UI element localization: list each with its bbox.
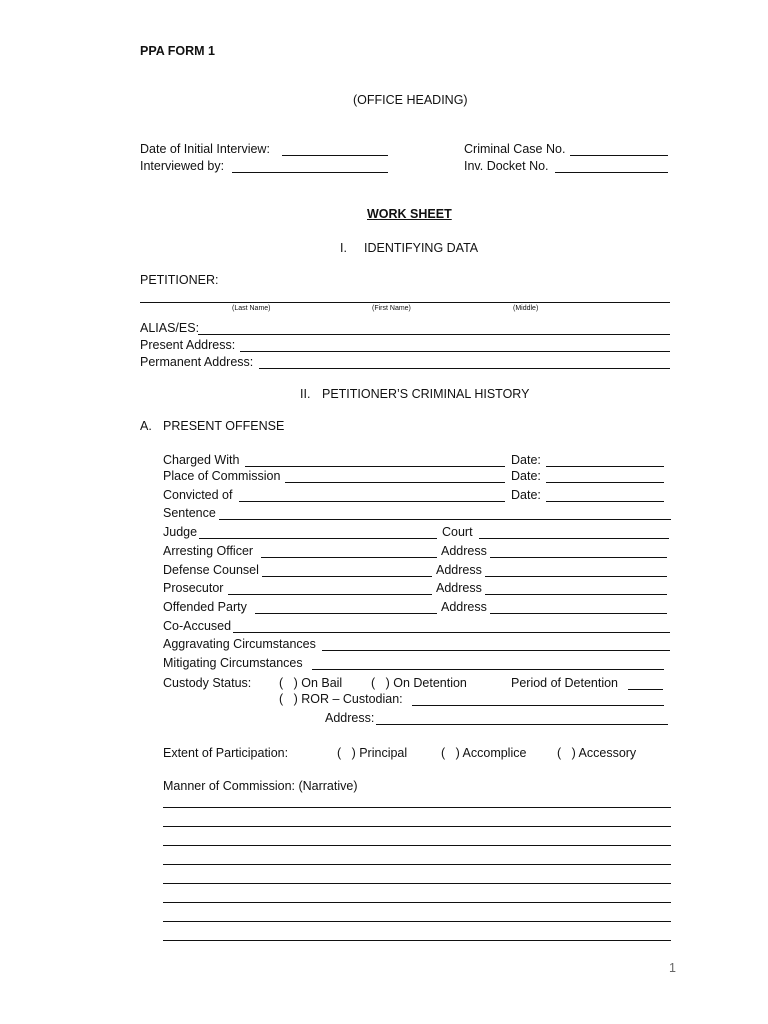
present-address-line[interactable]: [240, 351, 670, 352]
form-id: PPA FORM 1: [140, 44, 216, 58]
section-2-number: II.: [300, 387, 311, 401]
sentence-label: Sentence: [163, 506, 216, 520]
subsection-a-title: PRESENT OFFENSE: [163, 419, 285, 433]
petitioner-label: PETITIONER:: [140, 273, 219, 287]
date-initial-interview-line[interactable]: [282, 155, 388, 156]
office-heading: (OFFICE HEADING): [353, 93, 468, 107]
charged-date-label: Date:: [511, 453, 541, 467]
custody-ror-option[interactable]: ( ) ROR – Custodian:: [279, 692, 403, 706]
period-of-detention-label: Period of Detention: [511, 676, 619, 690]
narrative-line[interactable]: [163, 864, 671, 865]
custody-on-detention-option[interactable]: ( ) On Detention: [371, 676, 467, 690]
participation-label: Extent of Participation:: [163, 746, 289, 760]
interviewed-by-line[interactable]: [232, 172, 388, 173]
manner-of-commission-label: Manner of Commission: (Narrative): [163, 779, 358, 793]
narrative-line[interactable]: [163, 845, 671, 846]
page-number: 1: [669, 961, 676, 975]
offended-party-label: Offended Party: [163, 600, 247, 614]
co-accused-line[interactable]: [233, 632, 670, 633]
narrative-line[interactable]: [163, 902, 671, 903]
defense-counsel-label: Defense Counsel: [163, 563, 259, 577]
judge-line[interactable]: [199, 538, 437, 539]
sentence-line[interactable]: [219, 519, 671, 520]
prosecutor-address-line[interactable]: [485, 594, 667, 595]
offended-party-line[interactable]: [255, 613, 437, 614]
charged-with-label: Charged With: [163, 453, 240, 467]
arresting-officer-line[interactable]: [261, 557, 437, 558]
aggravating-label: Aggravating Circumstances: [163, 637, 316, 651]
period-of-detention-line[interactable]: [628, 689, 663, 690]
participation-accomplice-option[interactable]: ( ) Accomplice: [441, 746, 527, 760]
prosecutor-line[interactable]: [228, 594, 432, 595]
petitioner-name-line[interactable]: [140, 302, 670, 303]
place-date-line[interactable]: [546, 482, 664, 483]
convicted-date-line[interactable]: [546, 501, 664, 502]
section-2-title: PETITIONER’S CRIMINAL HISTORY: [322, 387, 530, 401]
first-name-caption: (First Name): [372, 305, 411, 312]
defense-counsel-line[interactable]: [262, 576, 432, 577]
custodian-address-label: Address:: [325, 711, 375, 725]
custody-status-label: Custody Status:: [163, 676, 252, 690]
inv-docket-no-label: Inv. Docket No.: [464, 159, 549, 173]
inv-docket-no-line[interactable]: [555, 172, 668, 173]
court-label: Court: [442, 525, 473, 539]
arresting-officer-label: Arresting Officer: [163, 544, 254, 558]
criminal-case-no-line[interactable]: [570, 155, 668, 156]
defense-counsel-address-label: Address: [436, 563, 482, 577]
place-of-commission-line[interactable]: [285, 482, 505, 483]
work-sheet-title: WORK SHEET: [367, 207, 452, 221]
middle-name-caption: (Middle): [513, 305, 539, 312]
place-date-label: Date:: [511, 469, 541, 483]
participation-accessory-option[interactable]: ( ) Accessory: [557, 746, 637, 760]
charged-with-line[interactable]: [245, 466, 505, 467]
section-1-title: IDENTIFYING DATA: [364, 241, 479, 255]
prosecutor-label: Prosecutor: [163, 581, 224, 595]
offended-party-address-line[interactable]: [490, 613, 667, 614]
mitigating-label: Mitigating Circumstances: [163, 656, 303, 670]
alias-label: ALIAS/ES:: [140, 321, 200, 335]
mitigating-line[interactable]: [312, 669, 664, 670]
present-address-label: Present Address:: [140, 338, 236, 352]
place-of-commission-label: Place of Commission: [163, 469, 281, 483]
court-line[interactable]: [479, 538, 669, 539]
aggravating-line[interactable]: [322, 650, 670, 651]
prosecutor-address-label: Address: [436, 581, 482, 595]
narrative-line[interactable]: [163, 826, 671, 827]
convicted-of-line[interactable]: [239, 501, 505, 502]
alias-line[interactable]: [198, 334, 670, 335]
narrative-line[interactable]: [163, 921, 671, 922]
permanent-address-line[interactable]: [259, 368, 670, 369]
custody-on-bail-option[interactable]: ( ) On Bail: [279, 676, 343, 690]
narrative-line[interactable]: [163, 883, 671, 884]
offended-party-address-label: Address: [441, 600, 487, 614]
co-accused-label: Co-Accused: [163, 619, 232, 633]
criminal-case-no-label: Criminal Case No.: [464, 142, 566, 156]
judge-label: Judge: [163, 525, 198, 539]
convicted-date-label: Date:: [511, 488, 541, 502]
date-initial-interview-label: Date of Initial Interview:: [140, 142, 270, 156]
permanent-address-label: Permanent Address:: [140, 355, 254, 369]
convicted-of-label: Convicted of: [163, 488, 233, 502]
narrative-line[interactable]: [163, 940, 671, 941]
arresting-officer-address-line[interactable]: [490, 557, 667, 558]
last-name-caption: (Last Name): [232, 305, 271, 312]
narrative-line[interactable]: [163, 807, 671, 808]
section-1-number: I.: [340, 241, 347, 255]
arresting-officer-address-label: Address: [441, 544, 487, 558]
interviewed-by-label: Interviewed by:: [140, 159, 225, 173]
charged-date-line[interactable]: [546, 466, 664, 467]
participation-principal-option[interactable]: ( ) Principal: [337, 746, 408, 760]
custodian-address-line[interactable]: [376, 724, 668, 725]
defense-counsel-address-line[interactable]: [485, 576, 667, 577]
subsection-a-letter: A.: [140, 419, 152, 433]
custodian-line[interactable]: [412, 705, 664, 706]
